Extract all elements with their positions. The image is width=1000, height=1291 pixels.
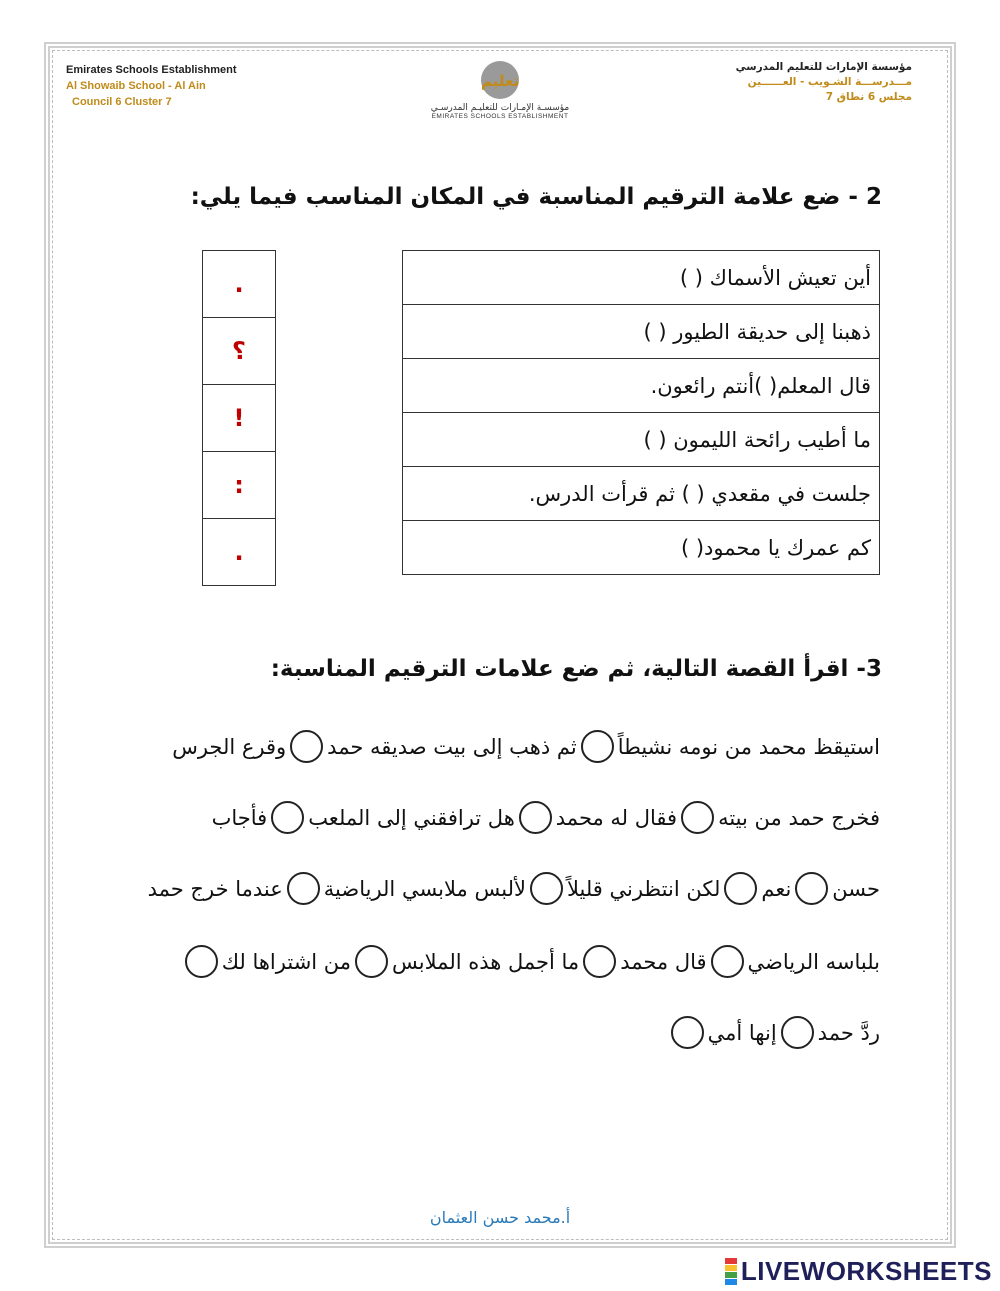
question3-title: 3- اقرأ القصة التالية، ثم ضع علامات الترقيم المناسبة: — [270, 656, 882, 682]
story-segment: بلباسه الرياضي — [747, 949, 880, 974]
header-english — [66, 62, 237, 110]
header-ar-line1: مؤسسة الإمارات للتعليم المدرسي — [735, 61, 912, 73]
story-segment: فخرج حمد من بيته — [718, 805, 880, 830]
answer-circle[interactable] — [781, 1016, 814, 1049]
logo-word: تعليم — [480, 72, 520, 90]
story-segment: من اشتراها لك — [221, 949, 352, 974]
header-arabic — [736, 60, 912, 105]
question2-title: 2 - ضع علامة الترقيم المناسبة في المكان المناسب فيما يلي: — [190, 184, 882, 210]
liveworksheets-brand[interactable] — [725, 1256, 992, 1287]
story-segment: ما أجمل هذه الملابس — [392, 949, 580, 974]
story-line — [148, 872, 880, 905]
header-en-line3: Council 6 Cluster 7 — [72, 96, 172, 108]
story-segment: ردَّ حمد — [817, 1020, 880, 1045]
story-segment: لكن انتظرني قليلاً — [566, 876, 721, 901]
story-line — [181, 945, 880, 978]
answer-circle[interactable] — [355, 945, 388, 978]
sentence-cell[interactable]: ما أطيب رائحة الليمون ( ) — [403, 413, 880, 467]
punctuation-mark[interactable]: . — [203, 251, 276, 318]
story-segment: ثم ذهب إلى بيت صديقه حمد — [327, 734, 577, 759]
sentences-table — [402, 250, 880, 575]
story-segment: فأجاب — [211, 805, 268, 830]
school-logo — [425, 58, 575, 128]
answer-circle[interactable] — [581, 730, 614, 763]
story-segment: وقرع الجرس — [172, 734, 287, 759]
logo-emblem-icon — [478, 58, 522, 102]
answer-circle[interactable] — [290, 730, 323, 763]
story-segment: هل ترافقني إلى الملعب — [308, 805, 515, 830]
logo-english-text: EMIRATES SCHOOLS ESTABLISHMENT — [431, 113, 569, 120]
liveworksheets-logo-icon — [725, 1258, 737, 1286]
punctuation-mark[interactable]: : — [203, 452, 276, 519]
answer-circle[interactable] — [671, 1016, 704, 1049]
punctuation-mark[interactable]: ! — [203, 385, 276, 452]
answer-circle[interactable] — [795, 872, 828, 905]
sentence-cell[interactable]: ذهبنا إلى حديقة الطيور ( ) — [403, 305, 880, 359]
answer-circle[interactable] — [519, 801, 552, 834]
teacher-name: أ.محمد حسن العثمان — [429, 1208, 571, 1227]
logo-arabic-text: مؤسسـة الإمـارات للتعليـم المدرسـي — [430, 103, 570, 113]
liveworksheets-text: LIVEWORKSHEETS — [740, 1256, 992, 1286]
story-segment: لألبس ملابسي الرياضية — [323, 876, 526, 901]
page-border-inner — [52, 50, 948, 1240]
story-segment: نعم — [761, 876, 792, 901]
sentence-cell[interactable]: جلست في مقعدي ( ) ثم قرأت الدرس. — [403, 467, 880, 521]
punctuation-mark[interactable]: ؟ — [203, 318, 276, 385]
story-segment: استيقظ محمد من نومه نشيطاً — [617, 734, 880, 759]
story-segment: فقال له محمد — [555, 805, 678, 830]
answer-circle[interactable] — [724, 872, 757, 905]
story-segment: إنها أمي — [707, 1020, 777, 1045]
story-segment: عندما خرج حمد — [147, 876, 283, 901]
story-segment: قال محمد — [620, 949, 707, 974]
logo-bar — [725, 1265, 737, 1271]
answer-circle[interactable] — [271, 801, 304, 834]
sentence-cell[interactable]: كم عمرك يا محمود( ) — [403, 521, 880, 575]
sentence-cell[interactable]: قال المعلم( )أنتم رائعون. — [403, 359, 880, 413]
answer-circle[interactable] — [287, 872, 320, 905]
header-en-line1: Emirates Schools Establishment — [66, 64, 237, 76]
punctuation-marks-table — [202, 250, 276, 586]
logo-bar — [725, 1279, 737, 1285]
story-line — [667, 1016, 880, 1049]
logo-bar — [725, 1258, 737, 1264]
answer-circle[interactable] — [530, 872, 563, 905]
header-en-line2: Al Showaib School - Al Ain — [66, 80, 206, 92]
story-line — [212, 801, 880, 834]
answer-circle[interactable] — [583, 945, 616, 978]
answer-circle[interactable] — [185, 945, 218, 978]
story-segment: حسن — [832, 876, 880, 901]
answer-circle[interactable] — [681, 801, 714, 834]
punctuation-mark[interactable]: . — [203, 519, 276, 586]
story-line — [172, 730, 880, 763]
header-ar-line3: مجلس 6 نطاق 7 — [825, 91, 912, 103]
answer-circle[interactable] — [711, 945, 744, 978]
sentence-cell[interactable]: أين تعيش الأسماك ( ) — [403, 251, 880, 305]
logo-bar — [725, 1272, 737, 1278]
header-ar-line2: مـــدرســـة الشـويب - العــــــين — [747, 76, 912, 88]
